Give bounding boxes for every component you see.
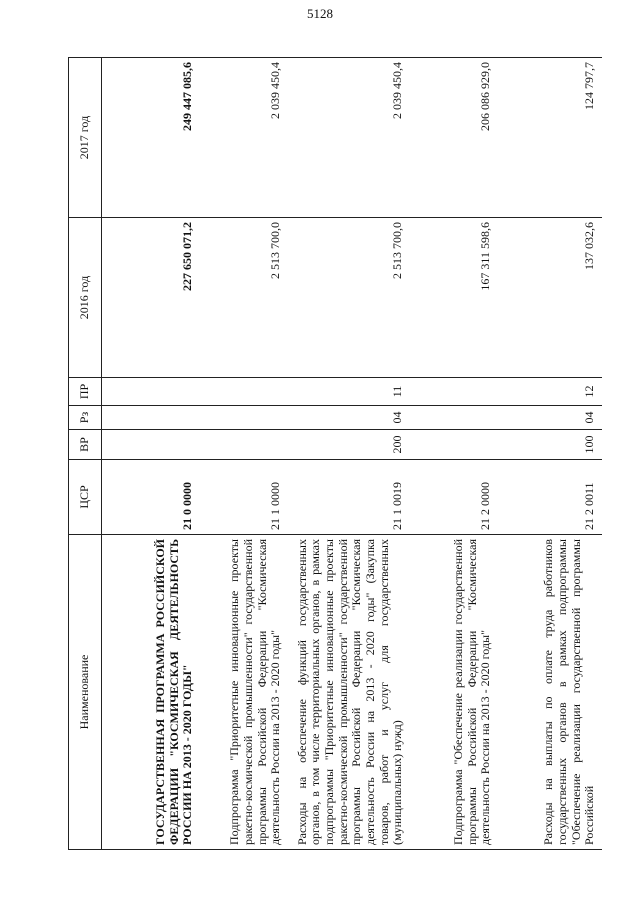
row-vr	[102, 430, 201, 460]
row-name: ГОСУДАРСТВЕННАЯ ПРОГРАММА РОССИЙСКОЙ ФЕДЕРАЦИИ "КОСМИЧЕСКАЯ ДЕЯТЕЛЬНОСТЬ РОССИИ НА 2013 - 2020 ГОДЫ"	[102, 535, 201, 850]
row-pr: 11	[288, 378, 410, 406]
row-csr: 21 2 0011	[498, 460, 602, 535]
table-row	[410, 58, 498, 850]
row-2016: 167 311 598,6	[410, 218, 498, 378]
rotated-page	[68, 58, 597, 850]
header-pr: ПР	[69, 378, 102, 406]
row-rz	[102, 406, 201, 430]
row-rz	[200, 406, 288, 430]
row-vr: 200	[288, 430, 410, 460]
header-vr: ВР	[69, 430, 102, 460]
row-2017: 124 797,7	[498, 58, 602, 218]
table-row	[200, 58, 288, 850]
header-name: Наименование	[69, 535, 102, 850]
row-pr	[102, 378, 201, 406]
row-pr: 12	[498, 378, 602, 406]
header-2016: 2016 год	[69, 218, 102, 378]
table-row	[498, 58, 602, 850]
row-2017: 2 039 450,4	[200, 58, 288, 218]
header-csr: ЦСР	[69, 460, 102, 535]
row-csr: 21 1 0019	[288, 460, 410, 535]
row-pr	[200, 378, 288, 406]
page-number: 5128	[307, 6, 333, 21]
table-header-row	[69, 58, 102, 850]
row-2016: 2 513 700,0	[200, 218, 288, 378]
row-rz: 04	[498, 406, 602, 430]
row-2016: 137 032,6	[498, 218, 602, 378]
row-2016: 2 513 700,0	[288, 218, 410, 378]
row-csr: 21 0 0000	[102, 460, 201, 535]
row-rz: 04	[288, 406, 410, 430]
row-csr: 21 2 0000	[410, 460, 498, 535]
table-row	[288, 58, 410, 850]
row-vr: 100	[498, 430, 602, 460]
row-2016: 227 650 071,2	[102, 218, 201, 378]
row-2017: 2 039 450,4	[288, 58, 410, 218]
row-csr: 21 1 0000	[200, 460, 288, 535]
row-vr	[410, 430, 498, 460]
row-name: Расходы на выплаты по оплате труда работников государственных органов в рамках подпрограммы "Обеспечение реализации государственной программы Российской	[498, 535, 602, 850]
row-vr	[200, 430, 288, 460]
row-pr	[410, 378, 498, 406]
header-2017: 2017 год	[69, 58, 102, 218]
row-rz	[410, 406, 498, 430]
header-rz: Рз	[69, 406, 102, 430]
row-name: Подпрограмма "Обеспечение реализации государственной программы Российской Федерации "Космическая деятельность России на 2013 - 2020 годы"	[410, 535, 498, 850]
row-name: Подпрограмма "Приоритетные инновационные проекты ракетно-космической промышленности" государственной программы Российской Федерации "Космическая деятельность России на 2013 - 2020 годы"	[200, 535, 288, 850]
row-2017: 206 086 929,0	[410, 58, 498, 218]
row-2017: 249 447 085,6	[102, 58, 201, 218]
row-name: Расходы на обеспечение функций государственных органов, в том числе территориальных органов, в рамках подпрограммы "Приоритетные инновационные проекты ракетно-космической промышленности" государственной программы Российской Федерации "Космическая деятельность России на 2013 - 2020 годы" (Закупка товаров, работ и услуг для государственных (муниципальных) нужд)	[288, 535, 410, 850]
table-row	[102, 58, 201, 850]
budget-table	[68, 57, 602, 850]
